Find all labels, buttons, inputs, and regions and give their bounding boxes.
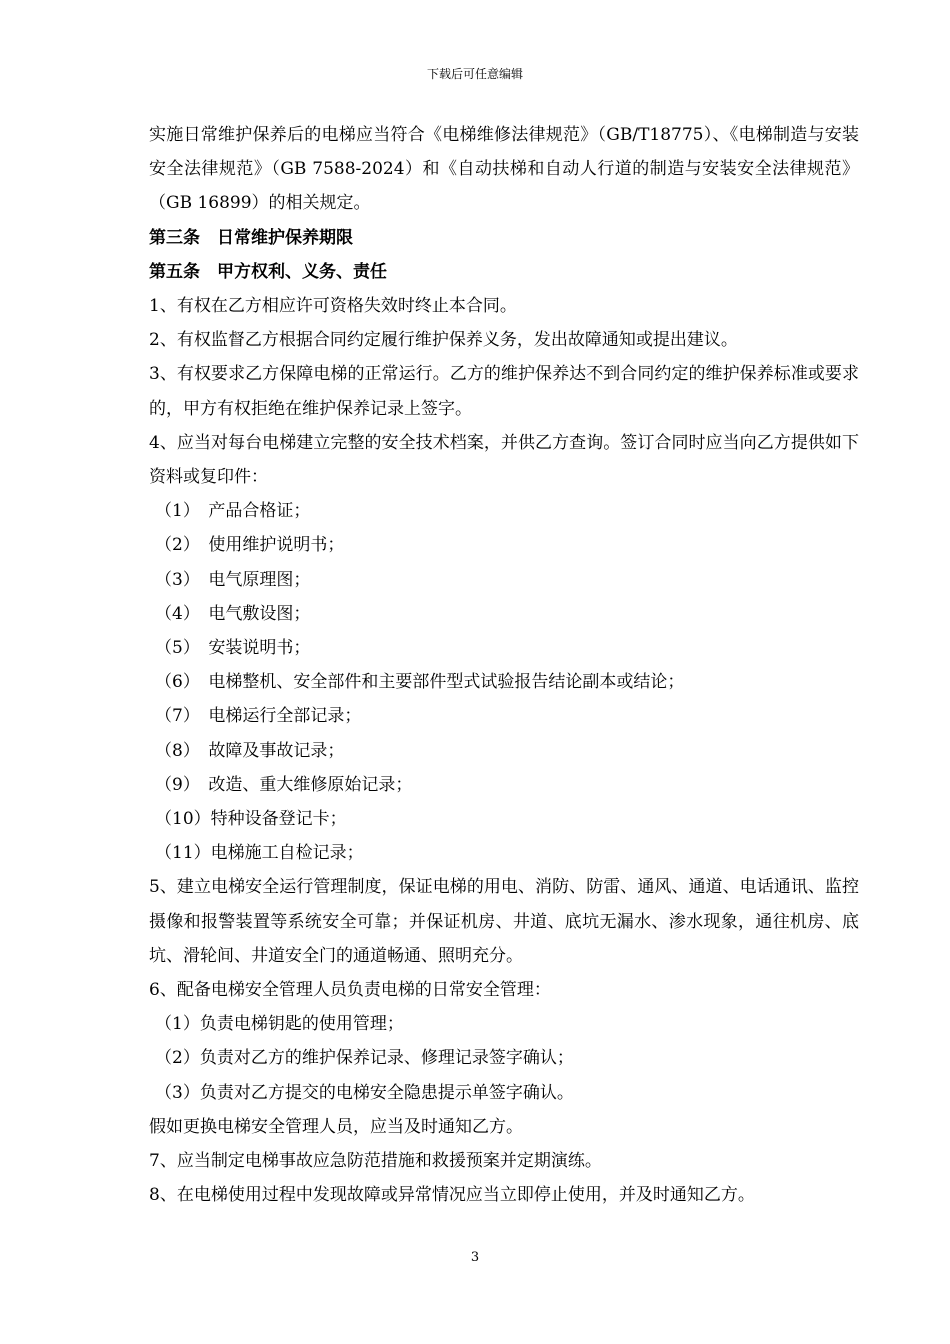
page-number: 3: [470, 1250, 480, 1265]
clause-3: 3、有权要求乙方保障电梯的正常运行。乙方的维护保养达不到合同约定的维护保养标准或要求的，甲方有权拒绝在维护保养记录上签字。: [149, 364, 859, 419]
list-item-9: （9） 改造、重大维修原始记录；: [155, 774, 413, 795]
list-item-10: （10）特种设备登记卡；: [155, 809, 347, 830]
clause-8: 8、在电梯使用过程中发现故障或异常情况应当立即停止使用，并及时通知乙方。: [149, 1185, 755, 1206]
section-heading-article-3: 第三条 日常维护保养期限: [149, 227, 353, 248]
list-item-6: （6） 电梯整机、安全部件和主要部件型式试验报告结论副本或结论；: [155, 672, 685, 693]
clause-1: 1、有权在乙方相应许可资格失效时终止本合同。: [149, 296, 517, 317]
list-item-3: （3） 电气原理图；: [155, 569, 311, 590]
page-header: 下载后可任意编辑: [426, 67, 523, 81]
list-item-4: （4） 电气敷设图；: [155, 603, 311, 624]
clause-7: 7、应当制定电梯事故应急防范措施和救援预案并定期演练。: [149, 1151, 602, 1172]
sub-item-1: （1）负责电梯钥匙的使用管理；: [155, 1014, 404, 1035]
clause-4: 4、应当对每台电梯建立完整的安全技术档案，并供乙方查询。签订合同时应当向乙方提供如下资料或复印件：: [149, 432, 859, 488]
clause-2: 2、有权监督乙方根据合同约定履行维护保养义务，发出故障通知或提出建议。: [149, 330, 738, 351]
list-item-5: （5） 安装说明书；: [155, 638, 311, 659]
list-item-2: （2） 使用维护说明书；: [155, 535, 345, 556]
sub-item-2: （2）负责对乙方的维护保养记录、修理记录签字确认；: [155, 1048, 574, 1069]
list-item-1: （1） 产品合格证；: [155, 501, 311, 522]
document-body: [113, 118, 859, 1213]
clause-6: 6、配备电梯安全管理人员负责电梯的日常安全管理：: [149, 980, 551, 1001]
note-paragraph: 假如更换电梯安全管理人员，应当及时通知乙方。: [149, 1116, 523, 1137]
sub-item-3: （3）负责对乙方提交的电梯安全隐患提示单签字确认。: [155, 1082, 574, 1103]
list-item-11: （11）电梯施工自检记录；: [155, 843, 364, 864]
list-item-8: （8） 故障及事故记录；: [155, 740, 345, 761]
list-item-7: （7） 电梯运行全部记录；: [155, 706, 362, 727]
section-heading-article-5: 第五条 甲方权利、义务、责任: [149, 261, 387, 282]
clause-5: 5、建立电梯安全运行管理制度，保证电梯的用电、消防、防雷、通风、通道、电话通讯、监控摄像和报警装置等系统安全可靠；并保证机房、井道、底坑无漏水、渗水现象，通往机房、底坑、滑轮间、井道安全门的通道畅通、照明充分。: [149, 877, 859, 966]
paragraph-standards: 实施日常维护保养后的电梯应当符合《电梯维修法律规范》（GB/T18775）、《电梯制造与安装安全法律规范》（GB 7588-2024）和《自动扶梯和自动人行道的制造与安装安全法律规范》（GB 16899）的相关规定。: [149, 125, 859, 214]
